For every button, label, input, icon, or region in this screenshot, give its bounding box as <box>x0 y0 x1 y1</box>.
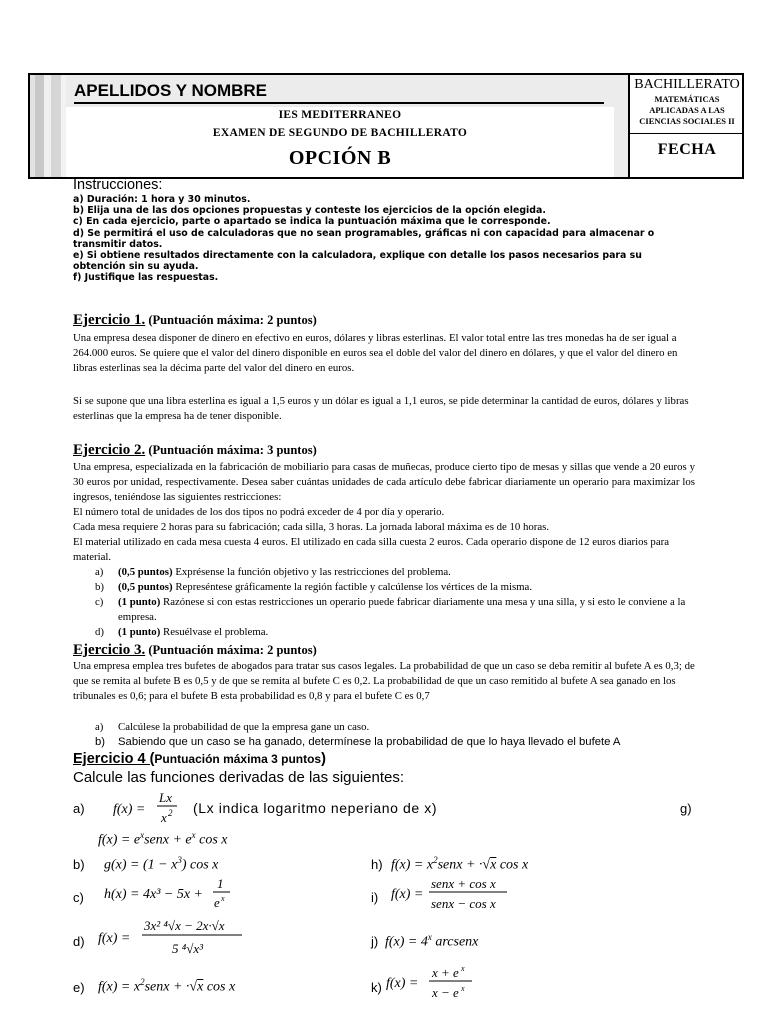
item-j-label: j) <box>371 934 379 949</box>
exercise-1-title: Ejercicio 1. <box>73 312 146 328</box>
formula-d <box>98 916 248 967</box>
svg-text:e: e <box>214 895 220 910</box>
svg-text:f(x) =: f(x) = <box>113 802 146 817</box>
course-level: BACHILLERATO <box>634 77 740 92</box>
item-b-label: b) <box>73 857 85 872</box>
svg-text:x: x <box>461 964 465 973</box>
formula-h: $f(x) = x^2senx + \cdot√x$ cos x <box>391 855 529 873</box>
exercise-2-part: a) (0,5 puntos) Exprésense la función objetivo y las restricciones del problema. <box>95 566 451 578</box>
svg-text:x + e: x + e <box>432 965 459 980</box>
exercise-3-points: (Puntuación máxima: 2 puntos) <box>148 643 317 657</box>
exercise-2-restriction-2: Cada mesa requiere 2 horas para su fabricación; cada silla, 3 horas. La jornada laboral máxima es de 10 horas. <box>73 521 550 533</box>
svg-text:Lx: Lx <box>159 790 172 805</box>
svg-text:x: x <box>161 810 167 825</box>
svg-text:1: 1 <box>217 876 224 891</box>
instructions-list <box>73 194 693 284</box>
school-name: IES MEDITERRANEO <box>278 109 402 121</box>
exercise-2-parts <box>73 565 695 640</box>
exercise-1-question: Si se supone que una libra esterlina es igual a 1,5 euros y un dólar es igual a 1,1 euros, se pide determinar la cantidad de euros, dólares y libras esterlinas que la empresa ha de tener disponible. <box>73 395 689 422</box>
svg-text:senx + cos x: senx + cos x <box>431 876 496 891</box>
svg-text:f(x) =: f(x) = <box>391 887 424 902</box>
item-e-label: e) <box>73 980 85 995</box>
exercise-3-title: Ejercicio 3. <box>73 642 146 658</box>
instruction-item: e) Si obtiene resultados directamente con la calculadora, explique con detalle los pasos necesarios para su obtención sin su ayuda. <box>73 250 642 273</box>
exercise-4-intro: Calcule las funciones derivadas de las siguientes: <box>73 769 405 786</box>
svg-text:f(x) =: f(x) = <box>98 931 131 946</box>
exam-title: EXAMEN DE SEGUNDO DE BACHILLERATO <box>212 127 468 139</box>
exercise-2-part: c) (1 punto) Razónese si con estas restricciones un operario puede fabricar diariamente una mesa y una silla, y si esto le conviene a la empresa. <box>95 596 686 623</box>
exercise-4-heading: Ejercicio 4 (Puntuación máxima 3 puntos) <box>73 751 326 767</box>
instruction-item: f) Justifique las respuestas. <box>73 272 219 284</box>
course-box <box>628 75 744 177</box>
exercise-1-statement: Una empresa desea disponer de dinero en efectivo en euros, dólares y libras esterlinas. El valor total entre las tres monedas ha de ser igual a 264.000 euros. Se quiere que el valor del dinero disponible en euros sea el doble del valor del dinero en dólares, y que el valor del dinero en libras esterlinas sea la décima parte del valor del dinero en euros. <box>73 332 678 374</box>
item-a-label: a) <box>73 801 85 816</box>
item-d-label: d) <box>73 934 85 949</box>
exercise-1-points: (Puntuación máxima: 2 puntos) <box>148 313 317 327</box>
exercise-2-title: Ejercicio 2. <box>73 442 146 458</box>
date-label: FECHA <box>657 141 717 158</box>
item-c-label: c) <box>73 890 84 905</box>
course-subject: MATEMÁTICAS APLICADAS A LAS CIENCIAS SOCIALES II <box>639 94 735 126</box>
item-h-label: h) <box>371 857 383 872</box>
item-i-label: i) <box>371 890 379 905</box>
formula-i <box>391 876 521 921</box>
exercise-3-heading <box>73 642 317 658</box>
svg-text:x: x <box>221 894 225 903</box>
instructions-title: Instrucciones: <box>73 177 163 193</box>
instruction-item: c) En cada ejercicio, parte o apartado se indica la puntuación máxima que le corresponde. <box>73 216 551 228</box>
exercise-2-restriction-1: El número total de unidades de los dos tipos no podrá exceder de 4 por día y operario. <box>73 506 445 518</box>
svg-text:x: x <box>461 984 465 993</box>
exercise-3-statement: Una empresa emplea tres bufetes de abogados para tratar sus casos legales. La probabilidad de que un caso se deba remitir al bufete A es 0,3; de que se remita al bufete B es 0,5 y de que se remita al bufete C es 0,2. La probabilidad de que un caso remitido al bufete A sea ganado en los tribunales es 0,6; para el bufete B esta probabilidad es 0,8 y para el bufete C es 0,7 <box>73 660 695 702</box>
item-k-label: k) <box>371 980 382 995</box>
instruction-item: b) Elija una de las dos opciones propuestas y conteste los ejercicios de la opción elegida. <box>73 205 546 217</box>
svg-text:h(x) = 4x³ − 5x +: h(x) = 4x³ − 5x + <box>104 887 204 902</box>
exercise-2-heading <box>73 442 317 458</box>
exercise-3-part: b) Sabiendo que un caso se ha ganado, determínese la probabilidad de que lo haya llevado el bufete A <box>95 736 621 748</box>
formula-e: $f(x) = x^2senx + \cdot√x$ cos x <box>98 977 236 995</box>
exam-header <box>28 73 744 179</box>
exercise-2-part: d) (1 punto) Resuélvase el problema. <box>95 626 269 638</box>
instruction-item: d) Se permitirá el uso de calculadoras que no sean programables, gráficas ni con capacidad para almacenar o transmitir datos. <box>73 227 655 250</box>
formula-g: $f(x) = e^xsenx + e^x$ cos x <box>98 830 228 848</box>
item-g-label: g) <box>680 801 692 816</box>
exercise-4-points: Puntuación máxima 3 puntos <box>154 752 322 766</box>
student-name-field: APELLIDOS Y NOMBRE <box>74 81 604 104</box>
exercise-3-part: a) Calcúlese la probabilidad de que la empresa gane un caso. <box>95 721 370 733</box>
decorative-stripes <box>30 75 66 177</box>
svg-text:2: 2 <box>168 808 173 818</box>
svg-text:x − e: x − e <box>432 985 459 1000</box>
formula-k <box>386 965 486 1010</box>
formula-j: $f(x) = 4^x$ arcsenx <box>385 932 479 950</box>
exercise-1-heading <box>73 312 317 328</box>
formula-c <box>104 876 234 921</box>
exercise-4-title: Ejercicio 4 ( <box>73 751 155 767</box>
exercise-2-points: (Puntuación máxima: 3 puntos) <box>148 443 317 457</box>
log-note: (Lx indica logaritmo neperiano de x) <box>193 800 438 816</box>
instruction-item: a) Duración: 1 hora y 30 minutos. <box>73 194 251 205</box>
svg-text:f(x) =: f(x) = <box>386 976 419 991</box>
svg-text:5 ⁴√x³: 5 ⁴√x³ <box>172 941 204 956</box>
exercise-2-part: b) (0,5 puntos) Represéntese gráficamente la región factible y calcúlense los vértices de la misma. <box>95 581 533 593</box>
exercise-2-restriction-3: El material utilizado en cada mesa cuesta 4 euros. El utilizado en cada silla cuesta 2 euros. Cada operario dispone de 12 euros diarios para material. <box>73 536 670 563</box>
formula-b: $g(x) = (1 - x^3)$ cos x <box>104 855 219 873</box>
exercise-3-parts <box>73 720 695 750</box>
svg-text:3x² ⁴√x − 2x·√x: 3x² ⁴√x − 2x·√x <box>144 918 225 933</box>
exercise-2-statement: Una empresa, especializada en la fabricación de mobiliario para casas de muñecas, produce cierto tipo de mesas y sillas que vende a 20 euros y 30 euros por unidad, respectivamente. Desea saber cuántas unidades de cada artículo debe fabricar diariamente un operario para maximizar los ingresos, teniéndose las siguientes restricciones: <box>73 461 695 503</box>
exam-option: OPCIÓN B <box>288 147 392 169</box>
svg-text:senx − cos x: senx − cos x <box>431 896 496 911</box>
